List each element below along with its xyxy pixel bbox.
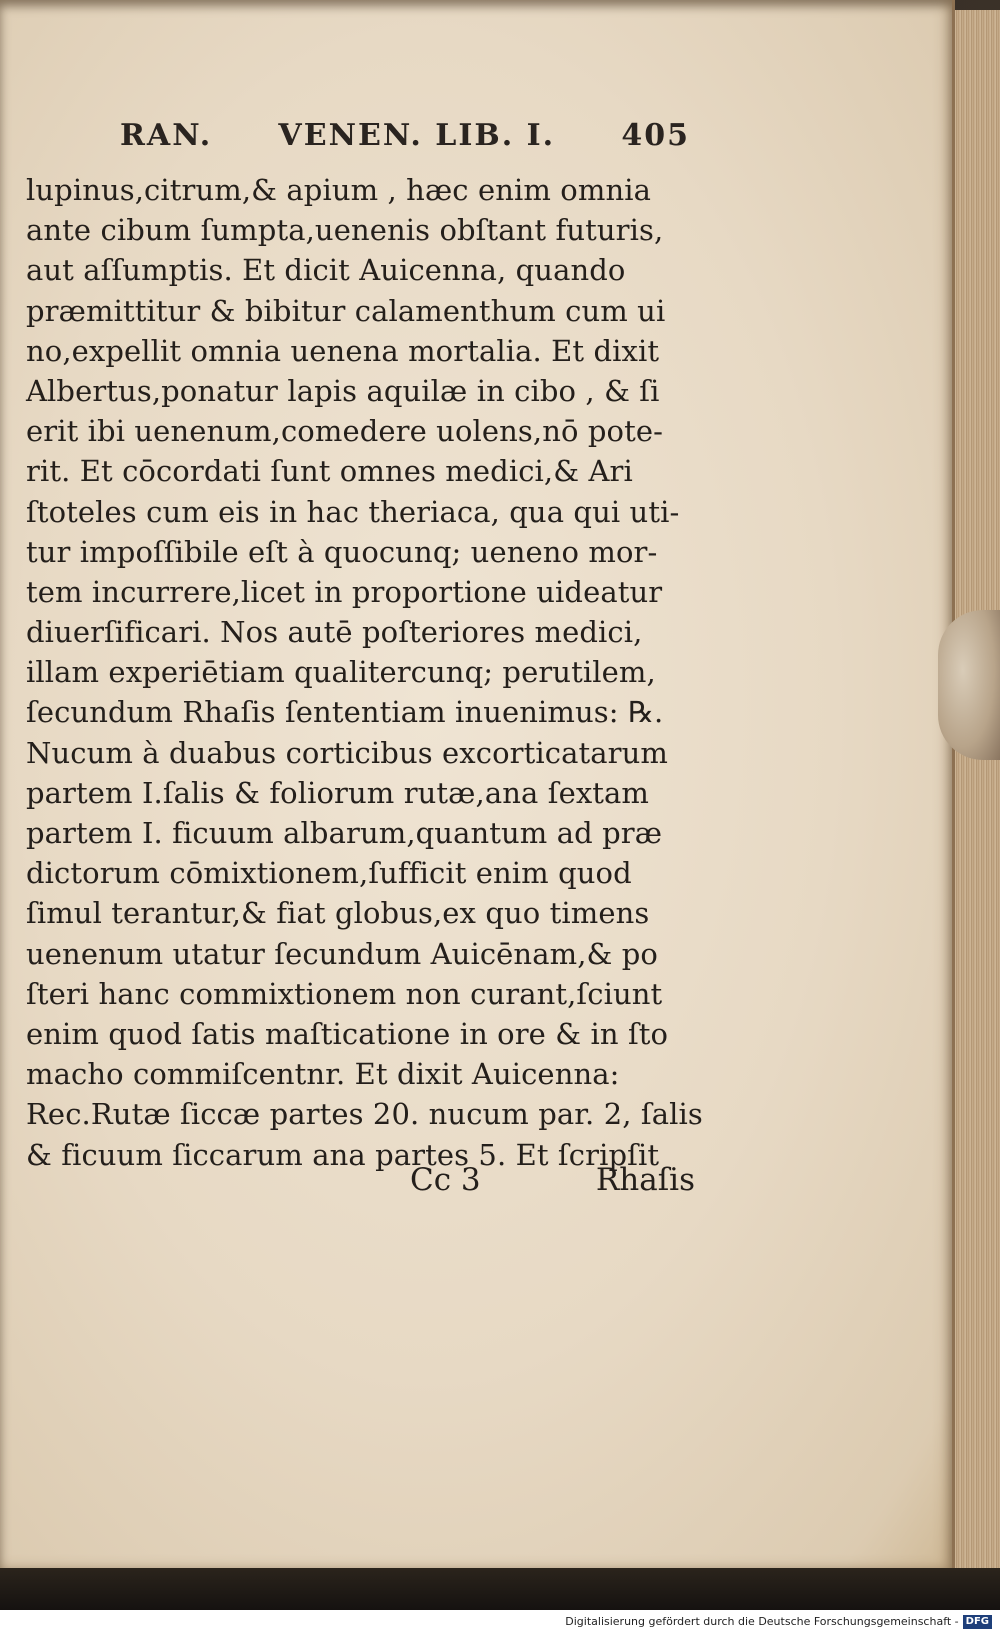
text-line: ſecundum Rhaſis ſententiam inuenimus: ℞. — [26, 695, 664, 730]
running-header — [120, 118, 690, 158]
text-line: & ficuum ſiccarum ana partes 5. Et ſcripſit — [26, 1137, 660, 1172]
text-line: dictorum cōmixtionem,ſufficit enim quod — [26, 856, 632, 891]
text-line: tem incurrere,licet in proportione uideatur — [26, 574, 663, 609]
header-center: VENEN. LIB. I. — [278, 118, 556, 153]
text-line: macho commiſcentnr. Et dixit Auicenna: — [26, 1057, 620, 1092]
text-line: uenenum utatur ſecundum Auicēnam,& po — [26, 936, 658, 971]
digitization-credit — [0, 1610, 1000, 1633]
text-line: rit. Et cōcordati ſunt omnes medici,& Ari — [26, 454, 633, 489]
text-line: ſtoteles cum eis in hac theriaca, qua qui uti- — [26, 494, 680, 529]
text-line: partem I. ficuum albarum,quantum ad præ — [26, 816, 663, 850]
text-line: Rec.Rutæ ſiccæ partes 20. nucum par. 2, ſalis — [26, 1097, 703, 1132]
catchword: Rhaſis — [595, 1162, 695, 1198]
dfg-logo: DFG — [963, 1615, 992, 1629]
text-line: ſteri hanc commixtionem non curant,ſciunt — [26, 976, 663, 1011]
text-line: ante cibum ſumpta,uenenis obſtant futuris, — [26, 213, 664, 248]
signature-mark: Cc 3 — [410, 1162, 481, 1198]
text-line: no,expellit omnia uenena mortalia. Et dixit — [26, 333, 660, 368]
text-line: lupinus,citrum,& apium , hæc enim omnia — [26, 173, 651, 207]
text-line: diuerſificari. Nos autē poſteriores medici, — [26, 615, 643, 650]
credit-text: Digitalisierung gefördert durch die Deutsche Forschungsgemeinschaft - — [565, 1615, 959, 1628]
text-line: Albertus,ponatur lapis aquilæ in cibo , & ſi — [26, 373, 660, 408]
text-line: tur impoſſibile eſt à quocunq; ueneno mor- — [26, 534, 658, 569]
scan-bottom-shadow — [0, 1568, 1000, 1610]
text-line: aut aſſumptis. Et dicit Auicenna, quando — [26, 253, 626, 288]
thumb-holding-page — [938, 610, 1000, 760]
page-number: 405 — [621, 118, 690, 153]
text-line: enim quod ſatis maſticatione in ore & in ſto — [26, 1016, 669, 1051]
text-line: illam experiētiam qualitercunq; perutilem, — [26, 655, 656, 690]
text-line: præmittitur & bibitur calamenthum cum ui — [26, 293, 666, 328]
page-footer — [410, 1162, 695, 1202]
text-line: erit ibi uenenum,comedere uolens,nō pote- — [26, 414, 664, 449]
text-line: ſimul terantur,& fiat globus,ex quo timens — [26, 896, 650, 931]
text-line: Nucum à duabus corticibus excorticatarum — [26, 735, 668, 770]
text-line: partem I.ſalis & foliorum rutæ,ana ſextam — [26, 775, 650, 810]
header-left: RAN. — [120, 118, 213, 153]
body-text — [26, 170, 706, 1175]
